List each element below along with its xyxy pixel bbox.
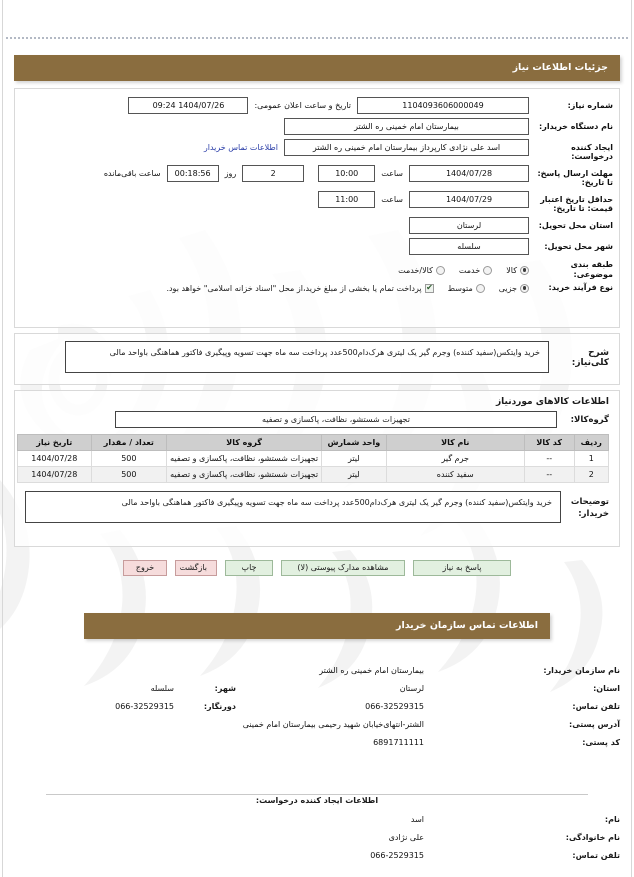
- creator-last-name-value: علی نژادی: [388, 833, 424, 842]
- radio-minor-icon[interactable]: [520, 284, 529, 293]
- cell-row: 1: [574, 451, 608, 467]
- cell-date: 1404/07/28: [18, 467, 92, 483]
- table-row: [18, 467, 609, 483]
- col-row: ردیف: [574, 435, 608, 451]
- contact-phone-value: 066-32529315: [365, 702, 424, 711]
- row-buyer-org: [21, 118, 613, 135]
- delivery-province-label: استان محل تحویل:: [538, 221, 613, 230]
- contact-province-label: استان:: [593, 684, 620, 693]
- delivery-province-value: لرستان: [409, 217, 529, 234]
- description-text: خرید وایتکس(سفید کننده) وجرم گیر یک لیتری هرک‌دام500عدد پرداخت سه ماه جهت تسویه وپیگیری فاکتور هماهنگی باواحد مالی: [25, 491, 561, 523]
- col-qty: تعداد / مقدار: [91, 435, 167, 451]
- deadline-hour-value: 10:00: [318, 165, 375, 182]
- creator-row-last-name: [14, 833, 620, 842]
- process-option-minor-label: جزیی: [498, 283, 517, 293]
- announce-datetime-label: تاریخ و ساعت اعلان عمومی:: [254, 101, 351, 110]
- goods-table: [17, 434, 609, 483]
- respond-to-need-button[interactable]: پاسخ به نیاز: [413, 560, 511, 576]
- checkbox-treasury-icon[interactable]: [425, 284, 434, 293]
- cell-qty: 500: [91, 451, 167, 467]
- contact-row-address: [14, 720, 620, 729]
- action-button-bar: [14, 551, 620, 580]
- contact-row-postal: [14, 738, 620, 747]
- description-label: توضیحات خریدار:: [570, 497, 609, 519]
- process-option-medium[interactable]: [448, 284, 485, 293]
- col-code: کد کالا: [524, 435, 574, 451]
- category-label: طبقه بندی موضوعی:: [570, 260, 613, 279]
- top-dotted-divider: [6, 37, 628, 41]
- contact-city-value: سلسله: [150, 684, 174, 693]
- treasury-note-label: پرداخت تمام یا بخشی از مبلغ خرید،از محل "اسناد خزانه اسلامی" خواهد بود.: [166, 283, 422, 293]
- deadline-date-value: 1404/07/28: [409, 165, 529, 182]
- category-option-service[interactable]: [459, 266, 492, 275]
- row-category: [21, 260, 613, 280]
- contact-row-org: [14, 666, 620, 675]
- row-validity: [21, 191, 613, 213]
- need-number-label: شماره نیاز:: [567, 101, 613, 110]
- category-option-goods-service[interactable]: [398, 266, 445, 275]
- deadline-hour-label: ساعت: [381, 169, 403, 178]
- goods-group-label: گروه‌کالا:: [570, 414, 609, 425]
- contact-province-value: لرستان: [399, 684, 424, 693]
- row-process-type: [21, 283, 613, 293]
- row-delivery-city: [21, 238, 613, 255]
- buyer-org-label: نام دستگاه خریدار:: [539, 122, 613, 131]
- print-button[interactable]: چاپ: [225, 560, 273, 576]
- buyer-contact-body: [14, 652, 620, 762]
- col-unit: واحد شمارش: [322, 435, 387, 451]
- page-left-rule: [2, 0, 3, 877]
- summary-text: خرید وایتکس(سفید کننده) وجرم گیر یک لیتری هرک‌دام500عدد پرداخت سه ماه جهت تسویه وپیگیری فاکتور هماهنگی باواحد مالی: [65, 341, 549, 373]
- cell-code: --: [524, 451, 574, 467]
- creator-row-phone: [14, 851, 620, 860]
- category-option-goods[interactable]: [506, 266, 529, 275]
- contact-postal-value: 6891711111: [373, 738, 424, 747]
- cell-qty: 500: [91, 467, 167, 483]
- cell-name: جرم گیر: [386, 451, 524, 467]
- treasury-note-option[interactable]: [166, 284, 433, 293]
- creator-section-title: اطلاعات ایجاد کننده درخواست:: [255, 796, 379, 805]
- buyer-contact-header: اطلاعات تماس سازمان خریدار: [84, 613, 550, 639]
- back-button[interactable]: بازگشت: [175, 560, 217, 576]
- col-date: تاریخ نیاز: [18, 435, 92, 451]
- cell-row: 2: [574, 467, 608, 483]
- delivery-city-label: شهر محل تحویل:: [544, 242, 613, 251]
- creator-last-name-label: نام خانوادگی:: [565, 833, 620, 842]
- contact-org-label: نام سازمان خریدار:: [543, 666, 620, 675]
- radio-goods-icon[interactable]: [520, 266, 529, 275]
- cell-unit: لیتر: [322, 451, 387, 467]
- contact-row-phone: [14, 702, 620, 711]
- process-type-label: نوع فرآیند خرید:: [548, 283, 613, 292]
- contact-fax-label: دورنگار:: [203, 702, 236, 711]
- category-option-goods-label: کالا: [506, 265, 517, 275]
- process-option-medium-label: متوسط: [447, 283, 473, 293]
- remaining-days-value: 2: [242, 165, 304, 182]
- validity-label: حداقل تاریخ اعتبار قیمت: تا تاریخ:: [540, 195, 613, 213]
- creator-first-name-label: نام:: [604, 815, 620, 824]
- cell-name: سفید کننده: [386, 467, 524, 483]
- goods-group-value: تجهیزات شستشو، نظافت، پاکسازی و تصفیه: [115, 411, 557, 428]
- cell-code: --: [524, 467, 574, 483]
- cell-group: تجهیزات شستشو، نظافت، پاکسازی و تصفیه: [167, 451, 322, 467]
- deadline-label: مهلت ارسال پاسخ: تا تاریخ:: [537, 169, 613, 187]
- process-option-minor[interactable]: [499, 284, 529, 293]
- cell-group: تجهیزات شستشو، نظافت، پاکسازی و تصفیه: [167, 467, 322, 483]
- validity-hour-label: ساعت: [381, 195, 403, 204]
- need-details-header: جزئیات اطلاعات نیاز: [14, 55, 620, 81]
- creator-label: ایجاد کننده درخواست:: [571, 143, 613, 161]
- contact-org-value: بیمارستان امام خمینی ره الشتر: [319, 666, 424, 675]
- creator-phone-value: 066-2529315: [370, 851, 424, 860]
- creator-phone-label: تلفن تماس:: [572, 851, 620, 860]
- page-right-rule: [631, 0, 632, 877]
- validity-hour-value: 11:00: [318, 191, 375, 208]
- goods-group-row: [15, 411, 619, 434]
- remaining-time-label: ساعت باقی‌مانده: [103, 169, 161, 178]
- cell-date: 1404/07/28: [18, 451, 92, 467]
- goods-card: [14, 390, 620, 547]
- row-creator: [21, 139, 613, 161]
- col-name: نام کالا: [386, 435, 524, 451]
- announce-datetime-value: 1404/07/26 09:24: [128, 97, 248, 114]
- category-option-goods-service-label: کالا/خدمت: [398, 265, 433, 275]
- row-delivery-province: [21, 217, 613, 234]
- table-row: [18, 451, 609, 467]
- contact-city-label: شهر:: [214, 684, 236, 693]
- creator-info-block: [14, 790, 620, 869]
- need-number-value: 1104093606000049: [357, 97, 529, 114]
- creator-first-name-value: اسد: [410, 815, 424, 824]
- summary-label: شرح کلی‌نیاز:: [571, 348, 609, 368]
- goods-section-title: اطلاعات کالاهای موردنیاز: [495, 397, 609, 407]
- delivery-city-value: سلسله: [409, 238, 529, 255]
- buyer-contact-link[interactable]: اطلاعات تماس خریدار: [203, 143, 278, 152]
- creator-row-first-name: [14, 815, 620, 824]
- radio-service-icon[interactable]: [483, 266, 492, 275]
- contact-phone-label: تلفن تماس:: [572, 702, 620, 711]
- remaining-days-unit: روز: [224, 169, 237, 178]
- need-details-card: [14, 88, 620, 328]
- radio-medium-icon[interactable]: [476, 284, 485, 293]
- contact-address-value: الشتر-انتهای‌خیابان شهید رحیمی بیمارستان امام خمینی: [242, 720, 424, 729]
- buyer-org-value: بیمارستان امام خمینی ره الشتر: [284, 118, 529, 135]
- remaining-time-value: 00:18:56: [167, 165, 219, 182]
- contact-row-location: [14, 684, 620, 693]
- contact-fax-value: 066-32529315: [115, 702, 174, 711]
- row-need-number: [21, 97, 613, 114]
- exit-button[interactable]: خروج: [123, 560, 167, 576]
- validity-date-value: 1404/07/29: [409, 191, 529, 208]
- view-attachments-button[interactable]: مشاهده مدارک پیوستی (لا): [281, 560, 405, 576]
- goods-table-header-row: [18, 435, 609, 451]
- category-option-service-label: خدمت: [458, 265, 481, 275]
- summary-card: [14, 333, 620, 385]
- description-row: [15, 483, 619, 531]
- contact-address-label: آدرس پستی:: [569, 720, 620, 729]
- row-deadline: [21, 165, 613, 187]
- cell-unit: لیتر: [322, 467, 387, 483]
- creator-value: اسد علی نژادی کارپرداز بیمارستان امام خمینی ره الشتر: [284, 139, 529, 156]
- radio-goods-service-icon[interactable]: [436, 266, 445, 275]
- contact-postal-label: کد پستی:: [582, 738, 620, 747]
- col-group: گروه کالا: [167, 435, 322, 451]
